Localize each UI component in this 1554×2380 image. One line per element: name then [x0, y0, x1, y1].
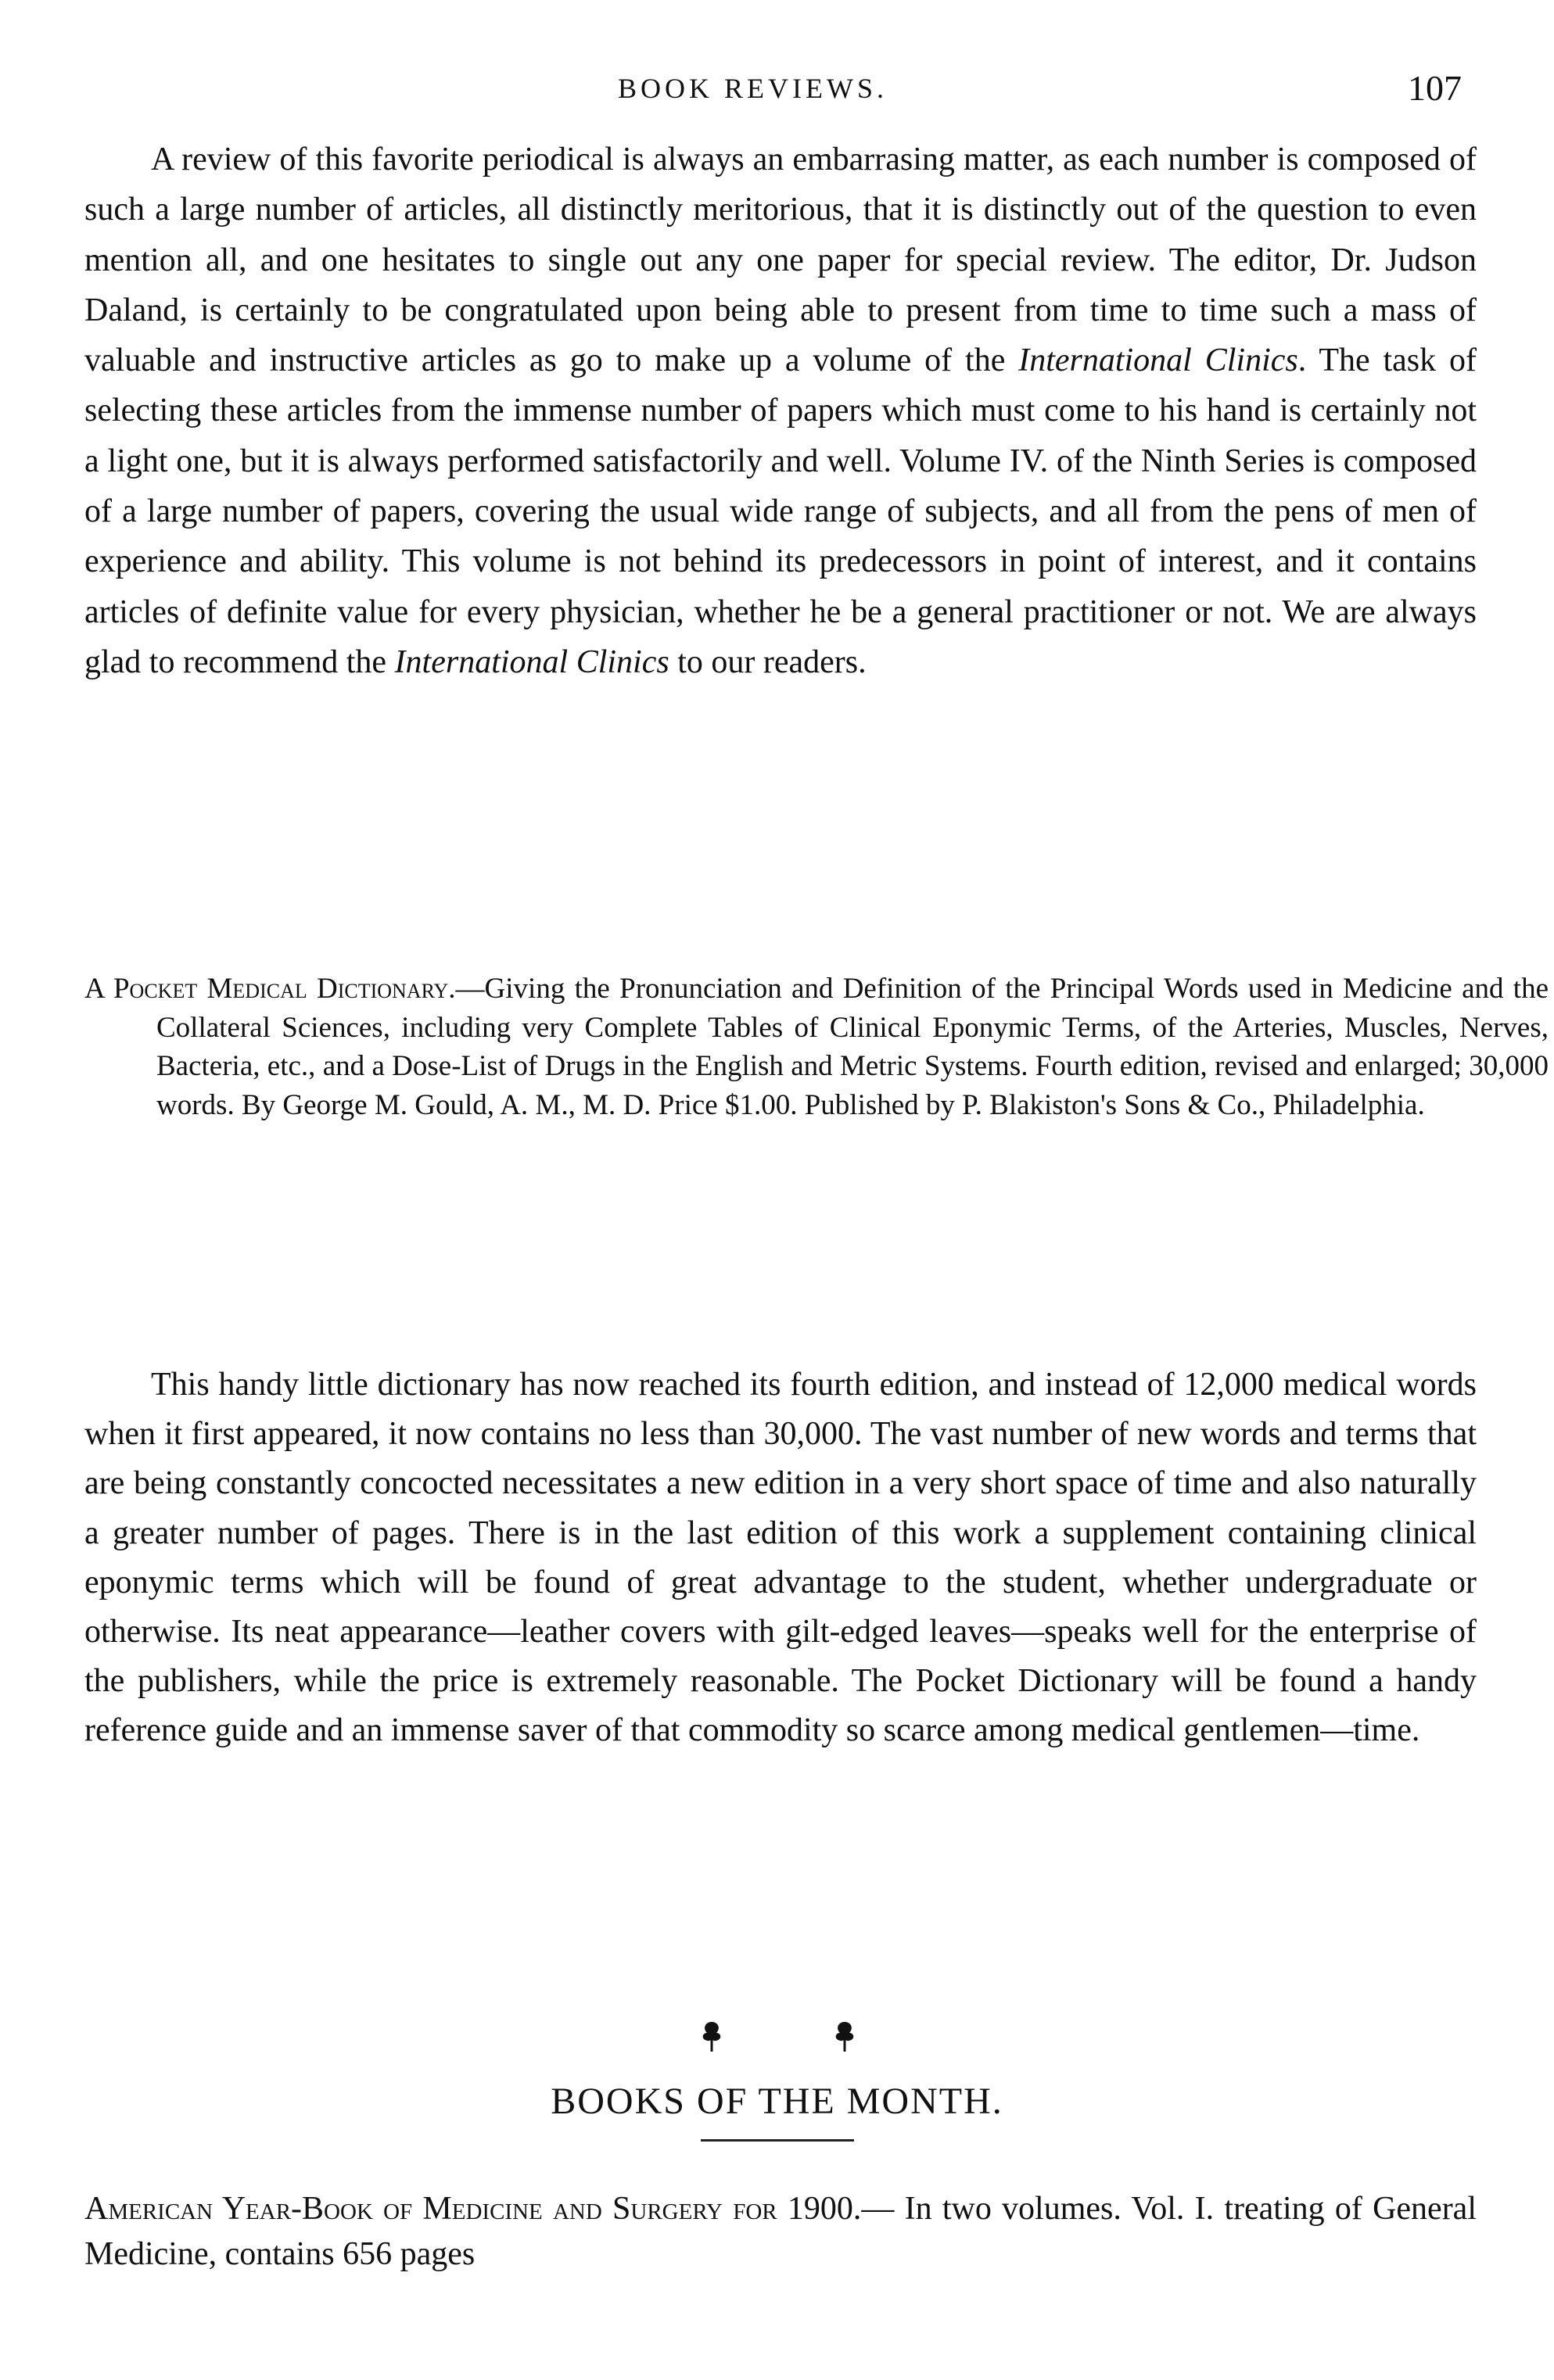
- year-book-body: — In two volumes. Vol. I. treating of General Medicine, contains 656 pages: [84, 2191, 1477, 2272]
- running-head: [0, 68, 1554, 119]
- review-text-part-2: . The task of selecting these articles from the immense number of papers which must come to his hand is certainly not a light one, but it is always performed satisfactorily and well. Volume IV. of the Ninth Series is composed of a large number of papers, covering the usual wide range of subjects, and all from the pens of men of experience and ability. This volume is not behind its predecessors in point of interest, and it contains articles of definite value for every physician, whether he be a general practitioner or not. We are always glad to recommend the: [84, 342, 1477, 680]
- journal-title-italic: International Clinics: [1018, 342, 1298, 379]
- pocket-dictionary-entry: [84, 970, 1549, 1124]
- year-book-title: American Year-Book of Medicine and Surgery for 1900.: [84, 2191, 862, 2227]
- year-book-entry: [84, 2186, 1477, 2277]
- heading-rule: [701, 2139, 854, 2142]
- review-pocket-dictionary: This handy little dictionary has now reached its fourth edition, and instead of 12,000 medical words when it first appeared, it now contains no less than 30,000. The vast number of new words and terms that are being constantly concocted necessitates a new edition in a very short space of time and also naturally a greater number of pages. There is in the last edition of this work a supplement containing clinical eponymic terms which will be found of great advantage to the student, whether undergraduate or otherwise. Its neat appearance—leather covers with gilt-edged leaves—speaks well for the enterprise of the publishers, while the price is extremely reasonable. The Pocket Dictionary will be found a handy reference guide and an immense saver of that commodity so scarce among medical gentlemen—time.: [84, 1367, 1477, 1749]
- review-text-part-3: to our readers.: [669, 643, 867, 680]
- entry-body: —Giving the Pronunciation and Definition of the Principal Words used in Medicine and the Collateral Sciences, including very Complete Tables of Clinical Eponymic Terms, of the Arteries, Muscles, Nerves, Bacteria, etc., and a Dose-List of Drugs in the English and Metric Systems. Fourth edition, revised and enlarged; 30,000 words. By George M. Gould, A. M., M. D. Price $1.00. Published by P. Blakiston's Sons & Co., Philadelphia.: [156, 973, 1549, 1121]
- entry-lead: A: [84, 973, 113, 1005]
- review-international-clinics: [84, 134, 1477, 687]
- section-heading-books-of-the-month: BOOKS OF THE MONTH.: [551, 2081, 1003, 2122]
- journal-title-italic: International Clinics: [394, 643, 669, 680]
- running-head-title: BOOK REVIEWS.: [618, 73, 888, 104]
- page-number: 107: [1408, 68, 1462, 108]
- fleuron-ornament-icon: [688, 2016, 868, 2055]
- review-text-part-1: A review of this favorite periodical is always an embarrasing matter, as each number is composed of such a large number of articles, all distinctly meritorious, that it is distinctly out of the question to even mention all, and one hesitates to single out any one paper for special review. The editor, Dr. Judson Daland, is certainly to be congratulated upon being able to present from time to time such a mass of valuable and instructive articles as go to make up a volume of the: [84, 142, 1477, 379]
- entry-title: Pocket Medical Dictionary.: [113, 973, 456, 1005]
